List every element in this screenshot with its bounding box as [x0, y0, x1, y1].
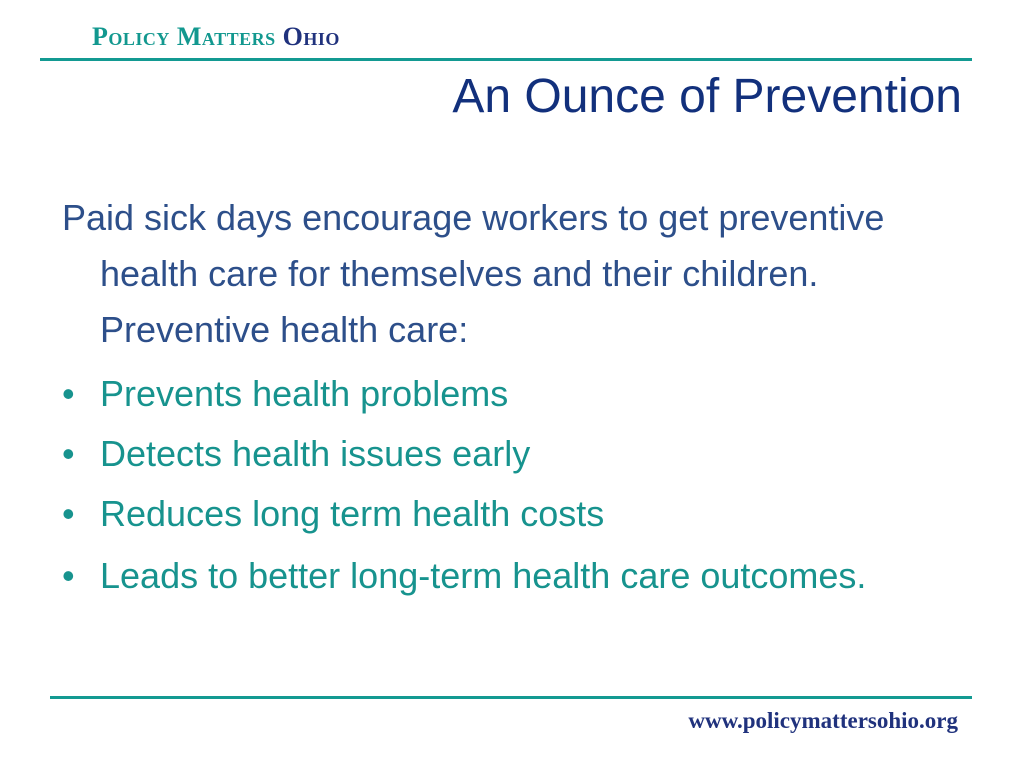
bullet-glyph: • [62, 493, 75, 534]
bullet-glyph: • [62, 433, 75, 474]
footer-divider [50, 696, 972, 699]
bullet-item [62, 424, 962, 484]
bullet-text: Prevents health problems [100, 373, 509, 414]
slide-body [62, 190, 962, 604]
footer-website-link[interactable]: www.policymattersohio.org [688, 708, 958, 733]
bullet-list [62, 364, 962, 604]
brand-name-policy-matters: Policy Matters [92, 22, 276, 51]
bullet-item [62, 484, 962, 544]
intro-paragraph: Paid sick days encourage workers to get preventive health care for themselves and their children. Preventive health care: [62, 197, 885, 350]
bullet-item [62, 364, 962, 424]
bullet-text: Detects health issues early [100, 433, 531, 474]
header-divider [40, 58, 972, 61]
bullet-item [62, 548, 962, 604]
slide-title: An Ounce of Prevention [452, 70, 962, 123]
brand-logo [92, 22, 340, 52]
bullet-glyph: • [62, 555, 75, 596]
bullet-text: Reduces long term health costs [100, 493, 605, 534]
bullet-text: Leads to better long-term health care outcomes. [100, 555, 867, 596]
bullet-glyph: • [62, 373, 75, 414]
brand-name-ohio: Ohio [282, 22, 340, 51]
